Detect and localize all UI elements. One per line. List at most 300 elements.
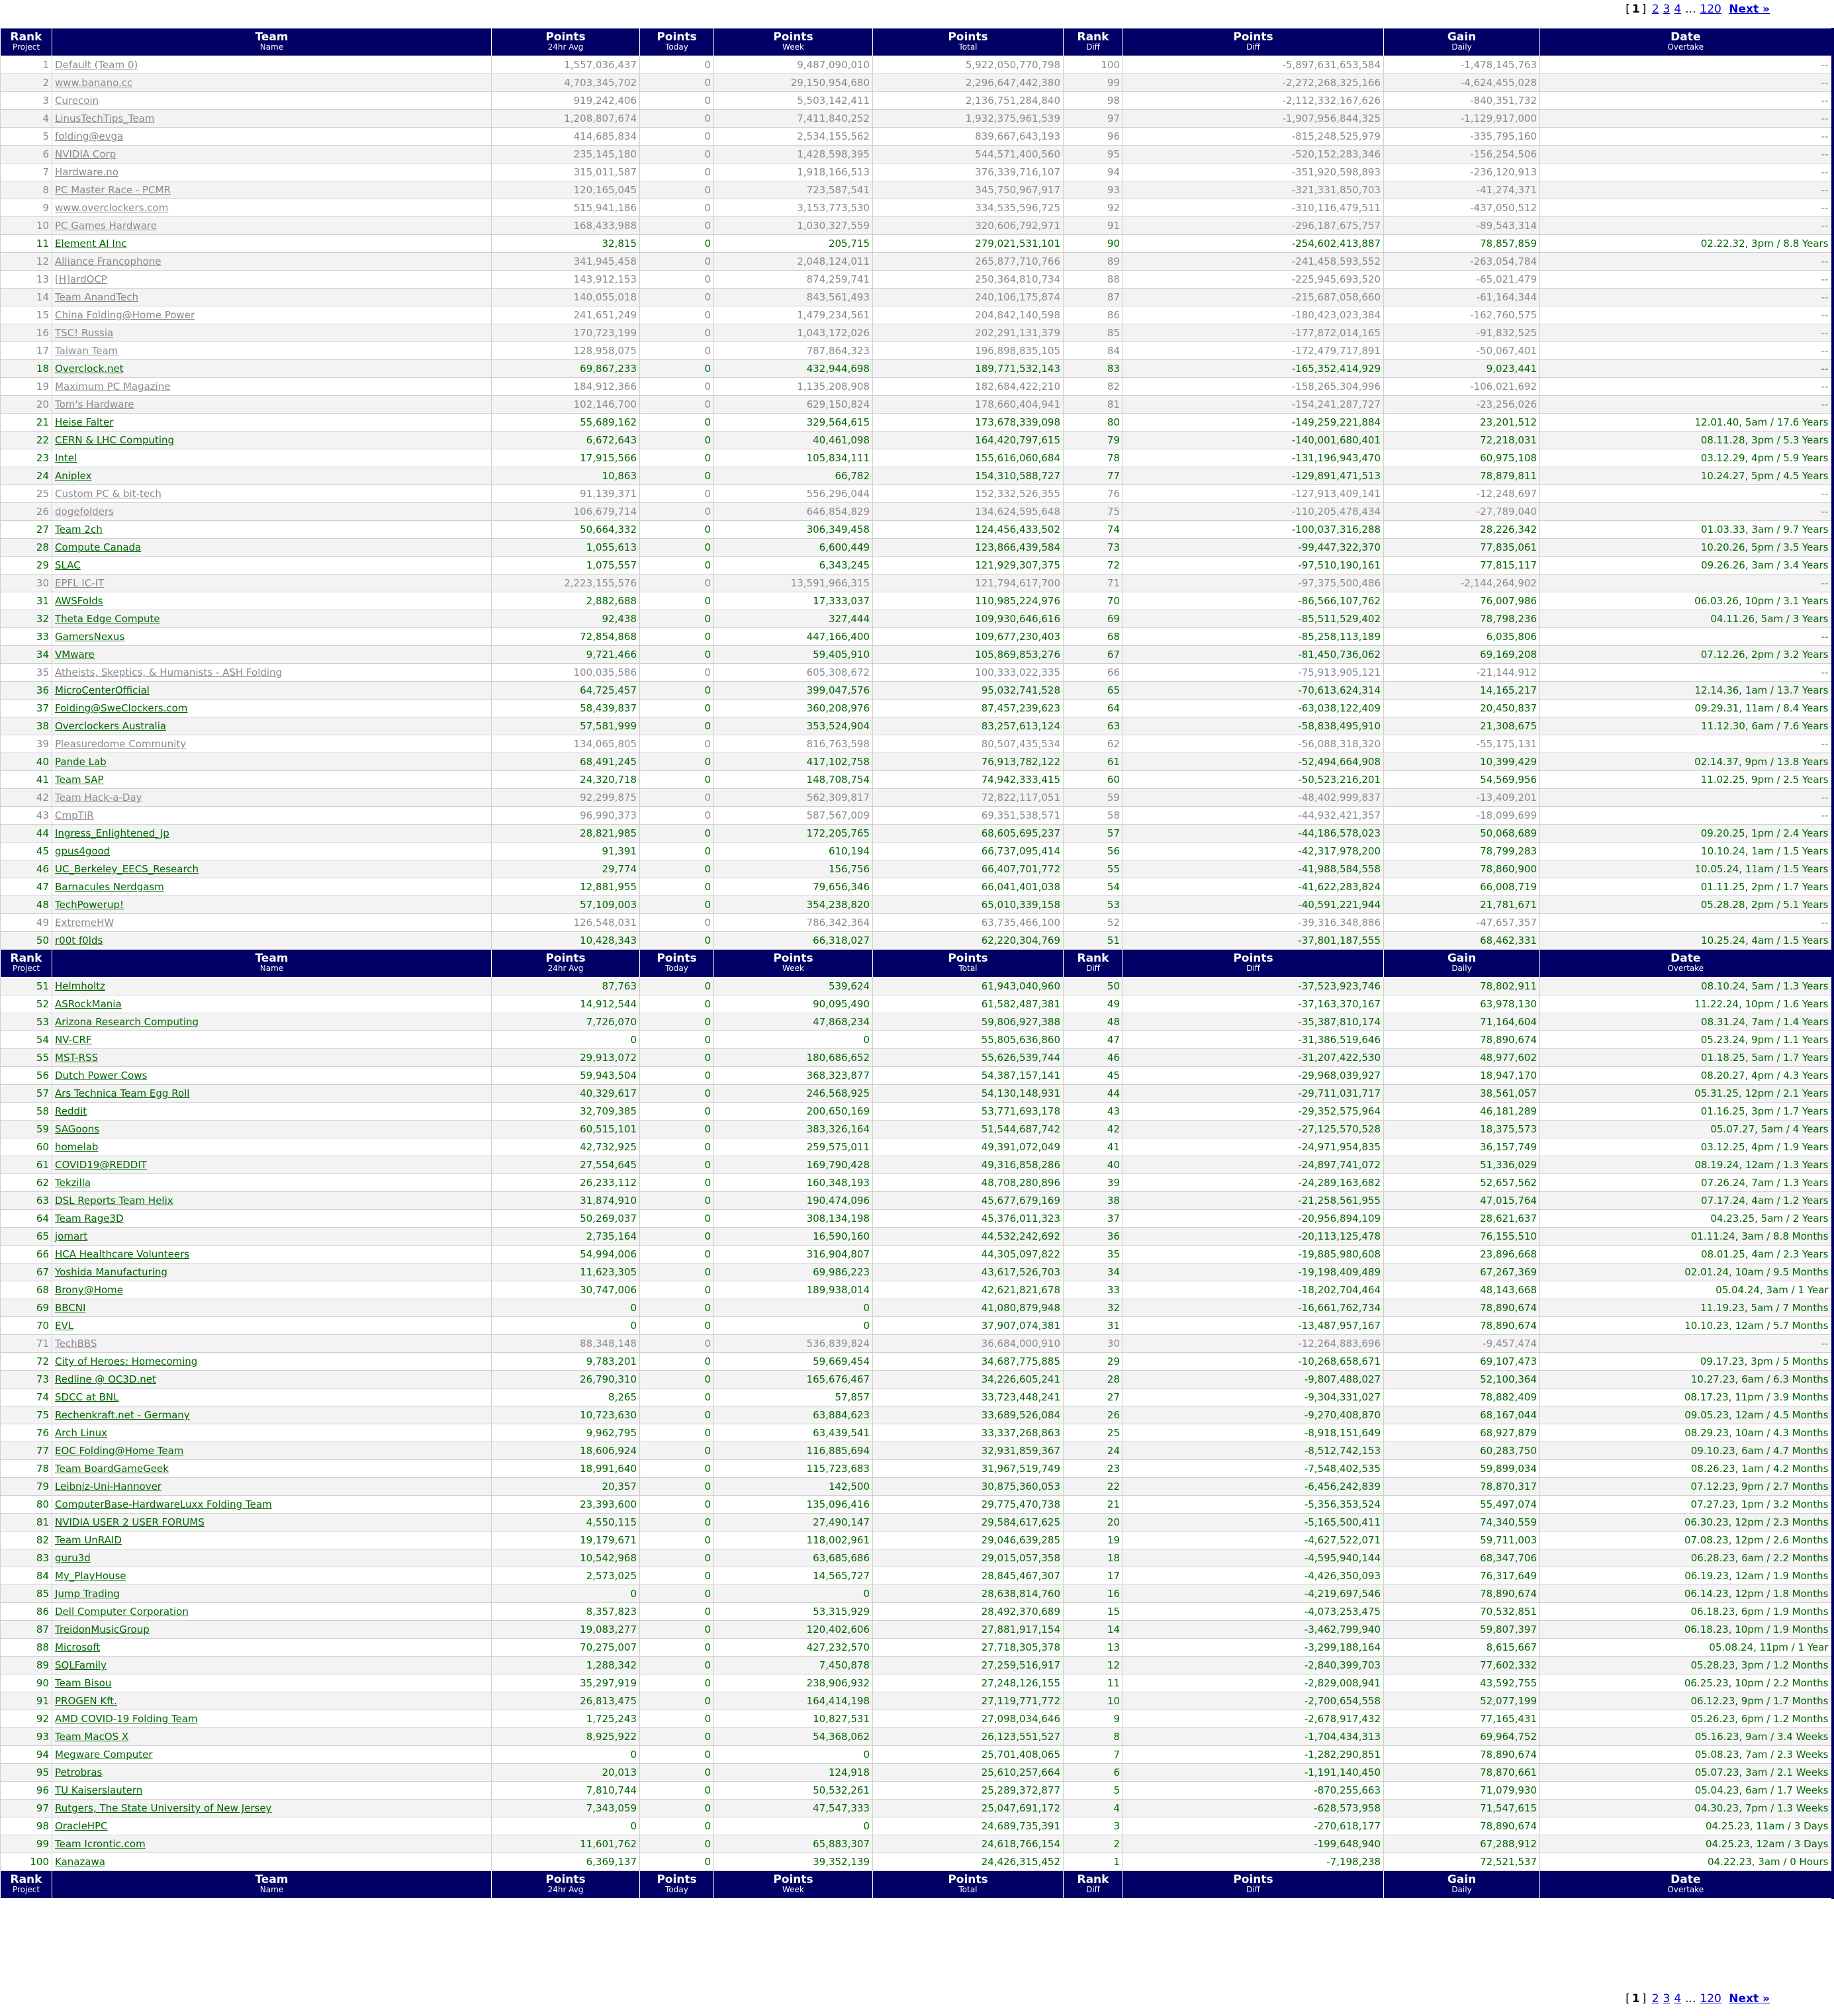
team-link[interactable]: TSC! Russia <box>55 327 114 339</box>
cell-points-total: 28,845,467,307 <box>873 1567 1064 1585</box>
team-link[interactable]: NVIDIA USER 2 USER FORUMS <box>55 1516 205 1528</box>
cell-rank: 52 <box>1 995 52 1013</box>
cell-points-total: 83,257,613,124 <box>873 717 1064 735</box>
cell-team-name <box>52 1335 492 1353</box>
cell-date-overtake: 08.29.23, 10am / 4.3 Months <box>1540 1424 1833 1442</box>
column-header-subtitle: Diff <box>1086 1884 1100 1894</box>
table-row <box>1 92 1833 110</box>
column-header-subtitle: Total <box>958 963 978 973</box>
cell-rank-diff: 45 <box>1064 1067 1123 1085</box>
team-link[interactable]: DSL Reports Team Helix <box>55 1195 173 1207</box>
cell-gain-daily: -840,351,732 <box>1384 92 1540 110</box>
cell-points-total: 74,942,333,415 <box>873 771 1064 789</box>
cell-rank: 14 <box>1 289 52 306</box>
pager-page-2[interactable]: 2 <box>1651 3 1659 16</box>
pager-next-button[interactable]: Next » <box>1729 3 1770 16</box>
cell-points-week: 0 <box>714 1817 873 1835</box>
team-link[interactable]: Overclock.net <box>55 363 124 375</box>
team-link[interactable]: Brony@Home <box>55 1284 123 1296</box>
cell-team-name <box>52 378 492 396</box>
cell-points-week: 562,309,817 <box>714 789 873 807</box>
team-link[interactable]: My_PlayHouse <box>55 1570 126 1582</box>
team-link[interactable]: jomart <box>55 1230 88 1242</box>
cell-points-diff: -31,386,519,646 <box>1123 1031 1384 1049</box>
team-link[interactable]: Team AnandTech <box>55 291 138 303</box>
table-row <box>1 682 1833 700</box>
team-link[interactable]: Team BoardGameGeek <box>55 1463 169 1475</box>
team-link[interactable]: Team SAP <box>55 774 104 786</box>
team-link[interactable]: Leibniz-Uni-Hannover <box>55 1481 161 1492</box>
cell-points-week: 205,715 <box>714 235 873 253</box>
pager-page-4[interactable]: 4 <box>1674 1992 1682 2005</box>
team-link[interactable]: Theta Edge Compute <box>55 613 160 625</box>
cell-date-overtake: 05.23.24, 9pm / 1.1 Years <box>1540 1031 1833 1049</box>
cell-points-today: 0 <box>640 789 714 807</box>
cell-points-24hr-avg: 919,242,406 <box>492 92 640 110</box>
cell-rank-diff: 80 <box>1064 414 1123 432</box>
team-link[interactable]: Tekzilla <box>55 1177 91 1189</box>
team-link[interactable]: Team MacOS X <box>55 1731 129 1743</box>
team-link[interactable]: Tom's Hardware <box>55 398 134 410</box>
cell-rank: 74 <box>1 1389 52 1406</box>
cell-rank: 40 <box>1 753 52 771</box>
cell-points-diff: -58,838,495,910 <box>1123 717 1384 735</box>
team-link[interactable]: Pande Lab <box>55 756 107 768</box>
pager-page-4[interactable]: 4 <box>1674 3 1682 16</box>
team-link[interactable]: NV-CRF <box>55 1034 92 1046</box>
cell-date-overtake: 10.10.23, 12am / 5.7 Months <box>1540 1317 1833 1335</box>
cell-points-24hr-avg: 106,679,714 <box>492 503 640 521</box>
table-row <box>1 1246 1833 1263</box>
team-link[interactable]: SDCC at BNL <box>55 1391 119 1403</box>
team-link[interactable]: VMware <box>55 649 95 661</box>
cell-rank-diff: 40 <box>1064 1156 1123 1174</box>
cell-date-overtake: 05.31.25, 12pm / 2.1 Years <box>1540 1085 1833 1103</box>
team-link[interactable]: Hardware.no <box>55 166 118 178</box>
cell-points-24hr-avg: 26,790,310 <box>492 1371 640 1389</box>
team-link[interactable]: Team Bisou <box>55 1677 112 1689</box>
team-link[interactable]: Curecoin <box>55 95 99 107</box>
cell-rank-diff: 22 <box>1064 1478 1123 1496</box>
team-link[interactable]: BBCNI <box>55 1302 86 1314</box>
cell-rank: 79 <box>1 1478 52 1496</box>
cell-rank-diff: 97 <box>1064 110 1123 128</box>
column-header-title: Rank <box>1077 1872 1109 1886</box>
cell-points-24hr-avg: 2,735,164 <box>492 1228 640 1246</box>
cell-gain-daily: 18,375,573 <box>1384 1121 1540 1138</box>
cell-points-today: 0 <box>640 146 714 163</box>
cell-rank: 78 <box>1 1460 52 1478</box>
column-header-subtitle: Overtake <box>1667 42 1704 52</box>
team-link[interactable]: Yoshida Manufacturing <box>55 1266 167 1278</box>
team-link[interactable]: [H]ardOCP <box>55 273 107 285</box>
cell-points-diff: -154,241,287,727 <box>1123 396 1384 414</box>
cell-rank: 86 <box>1 1603 52 1621</box>
cell-rank-diff: 63 <box>1064 717 1123 735</box>
cell-team-name <box>52 700 492 717</box>
team-link[interactable]: China Folding@Home Power <box>55 309 195 321</box>
pager-last-page[interactable]: 120 <box>1700 3 1721 16</box>
cell-date-overtake: 08.11.28, 3pm / 5.3 Years <box>1540 432 1833 449</box>
cell-team-name <box>52 342 492 360</box>
cell-points-diff: -39,316,348,886 <box>1123 914 1384 932</box>
cell-rank: 80 <box>1 1496 52 1514</box>
cell-points-week: 47,547,333 <box>714 1800 873 1817</box>
cell-team-name <box>52 360 492 378</box>
cell-rank: 28 <box>1 539 52 557</box>
team-link[interactable]: Jump Trading <box>55 1588 120 1600</box>
cell-rank-diff: 24 <box>1064 1442 1123 1460</box>
team-link[interactable]: Microsoft <box>55 1641 101 1653</box>
cell-rank: 93 <box>1 1728 52 1746</box>
team-link[interactable]: NVIDIA Corp <box>55 148 116 160</box>
cell-points-week: 354,238,820 <box>714 896 873 914</box>
cell-gain-daily: -18,099,699 <box>1384 807 1540 825</box>
cell-points-week: 105,834,111 <box>714 449 873 467</box>
cell-date-overtake: -- <box>1540 199 1833 217</box>
table-row <box>1 646 1833 664</box>
team-link[interactable]: Helmholtz <box>55 980 105 992</box>
team-link[interactable]: Team Rage3D <box>55 1213 124 1224</box>
team-link[interactable]: EOC Folding@Home Team <box>55 1445 184 1457</box>
cell-rank: 64 <box>1 1210 52 1228</box>
team-link[interactable]: PROGEN Kft. <box>55 1695 117 1707</box>
team-link[interactable]: EPFL IC-IT <box>55 577 105 589</box>
team-link[interactable]: HCA Healthcare Volunteers <box>55 1248 190 1260</box>
cell-rank-diff: 82 <box>1064 378 1123 396</box>
team-link[interactable]: Rutgers, The State University of New Jersey <box>55 1802 272 1814</box>
cell-date-overtake: 12.14.36, 1am / 13.7 Years <box>1540 682 1833 700</box>
cell-gain-daily: 60,283,750 <box>1384 1442 1540 1460</box>
cell-date-overtake: 05.08.23, 7am / 2.3 Weeks <box>1540 1746 1833 1764</box>
team-link[interactable]: MST-RSS <box>55 1052 99 1064</box>
cell-gain-daily: 78,890,674 <box>1384 1746 1540 1764</box>
pager-current-page: 1 <box>1631 3 1640 16</box>
cell-date-overtake: 05.04.24, 3am / 1 Year <box>1540 1281 1833 1299</box>
column-header-title: Rank <box>10 1872 42 1886</box>
team-link[interactable]: guru3d <box>55 1552 91 1564</box>
team-link[interactable]: ExtremeHW <box>55 917 115 929</box>
team-link[interactable]: Atheists, Skeptics, & Humanists - ASH Folding <box>55 666 283 678</box>
team-link[interactable]: PC Games Hardware <box>55 220 157 232</box>
team-link[interactable]: LinusTechTips_Team <box>55 113 155 124</box>
team-link[interactable]: EVL <box>55 1320 74 1332</box>
cell-rank: 89 <box>1 1657 52 1674</box>
team-link[interactable]: Arch Linux <box>55 1427 108 1439</box>
table-row <box>1 860 1833 878</box>
cell-rank: 85 <box>1 1585 52 1603</box>
cell-gain-daily: 47,015,764 <box>1384 1192 1540 1210</box>
cell-points-diff: -20,113,125,478 <box>1123 1228 1384 1246</box>
team-link[interactable]: Petrobras <box>55 1766 103 1778</box>
team-link[interactable]: SQLFamily <box>55 1659 107 1671</box>
cell-points-total: 54,130,148,931 <box>873 1085 1064 1103</box>
cell-points-today: 0 <box>640 1103 714 1121</box>
cell-points-diff: -149,259,221,884 <box>1123 414 1384 432</box>
team-link[interactable]: dogefolders <box>55 506 114 518</box>
team-link[interactable]: www.overclockers.com <box>55 202 169 214</box>
team-link[interactable]: UC_Berkeley_EECS_Research <box>55 863 199 875</box>
cell-team-name <box>52 1853 492 1871</box>
cell-points-total: 61,582,487,381 <box>873 995 1064 1013</box>
cell-rank: 49 <box>1 914 52 932</box>
team-link[interactable]: MicroCenterOfficial <box>55 684 150 696</box>
team-link[interactable]: TreidonMusicGroup <box>55 1624 150 1635</box>
cell-team-name <box>52 978 492 995</box>
team-link[interactable]: Team 2ch <box>55 524 103 535</box>
cell-points-total: 41,080,879,948 <box>873 1299 1064 1317</box>
cell-team-name <box>52 1496 492 1514</box>
column-header-subtitle: Today <box>665 963 688 973</box>
team-link[interactable]: PC Master Race - PCMR <box>55 184 171 196</box>
cell-rank: 66 <box>1 1246 52 1263</box>
cell-points-total: 26,123,551,527 <box>873 1728 1064 1746</box>
cell-points-week: 246,568,925 <box>714 1085 873 1103</box>
team-link[interactable]: ComputerBase-HardwareLuxx Folding Team <box>55 1498 272 1510</box>
cell-points-24hr-avg: 26,233,112 <box>492 1174 640 1192</box>
team-link[interactable]: Taiwan Team <box>55 345 118 357</box>
cell-points-week: 7,411,840,252 <box>714 110 873 128</box>
cell-points-week: 57,857 <box>714 1389 873 1406</box>
cell-gain-daily: 78,870,661 <box>1384 1764 1540 1782</box>
cell-points-today: 0 <box>640 92 714 110</box>
pager-last-page[interactable]: 120 <box>1700 1992 1721 2005</box>
cell-points-week: 646,854,829 <box>714 503 873 521</box>
cell-points-diff: -24,971,954,835 <box>1123 1138 1384 1156</box>
team-link[interactable]: Ars Technica Team Egg Roll <box>55 1087 190 1099</box>
cell-gain-daily: 71,164,604 <box>1384 1013 1540 1031</box>
team-link[interactable]: Ingress_Enlightened_Jp <box>55 827 169 839</box>
table-row <box>1 1210 1833 1228</box>
team-link[interactable]: TU Kaiserslautern <box>55 1784 143 1796</box>
cell-gain-daily: -13,409,201 <box>1384 789 1540 807</box>
column-header-points-total <box>873 1871 1064 1899</box>
team-link[interactable]: Pleasuredome Community <box>55 738 187 750</box>
team-link[interactable]: gpus4good <box>55 845 111 857</box>
cell-points-today: 0 <box>640 610 714 628</box>
team-link[interactable]: AWSFolds <box>55 595 103 607</box>
column-header-date-overtake <box>1540 28 1833 56</box>
cell-rank: 24 <box>1 467 52 485</box>
team-link[interactable]: TechPowerup! <box>55 899 124 911</box>
cell-gain-daily: 43,592,755 <box>1384 1674 1540 1692</box>
cell-points-today: 0 <box>640 878 714 896</box>
team-link[interactable]: CmpTIR <box>55 809 94 821</box>
cell-team-name <box>52 128 492 146</box>
team-link[interactable]: City of Heroes: Homecoming <box>55 1355 198 1367</box>
cell-points-24hr-avg: 7,343,059 <box>492 1800 640 1817</box>
cell-points-today: 0 <box>640 324 714 342</box>
cell-points-week: 10,827,531 <box>714 1710 873 1728</box>
team-link[interactable]: Folding@SweClockers.com <box>55 702 188 714</box>
cell-points-total: 124,456,433,502 <box>873 521 1064 539</box>
table-row <box>1 753 1833 771</box>
team-link[interactable]: www.banano.cc <box>55 77 133 89</box>
cell-gain-daily: 52,657,562 <box>1384 1174 1540 1192</box>
team-link[interactable]: Team Hack-a-Day <box>55 792 142 803</box>
team-link[interactable]: Arizona Research Computing <box>55 1016 199 1028</box>
team-link[interactable]: COVID19@REDDIT <box>55 1159 147 1171</box>
team-link[interactable]: ASRockMania <box>55 998 122 1010</box>
cell-points-24hr-avg: 10,428,343 <box>492 932 640 950</box>
cell-rank: 2 <box>1 74 52 92</box>
team-link[interactable]: Team UnRAID <box>55 1534 122 1546</box>
cell-points-today: 0 <box>640 1281 714 1299</box>
cell-points-diff: -85,258,113,189 <box>1123 628 1384 646</box>
cell-points-24hr-avg: 315,011,587 <box>492 163 640 181</box>
cell-gain-daily: 68,927,879 <box>1384 1424 1540 1442</box>
cell-rank-diff: 90 <box>1064 235 1123 253</box>
cell-rank-diff: 75 <box>1064 503 1123 521</box>
cell-date-overtake: 08.10.24, 5am / 1.3 Years <box>1540 978 1833 995</box>
table-row <box>1 557 1833 574</box>
cell-points-diff: -37,801,187,555 <box>1123 932 1384 950</box>
team-link[interactable]: GamersNexus <box>55 631 125 643</box>
team-link[interactable]: Compute Canada <box>55 541 142 553</box>
cell-rank: 29 <box>1 557 52 574</box>
team-link[interactable]: Kanazawa <box>55 1856 105 1868</box>
team-link[interactable]: Alliance Francophone <box>55 255 161 267</box>
cell-gain-daily: 72,521,537 <box>1384 1853 1540 1871</box>
cell-points-diff: -3,462,799,940 <box>1123 1621 1384 1639</box>
cell-points-diff: -13,487,957,167 <box>1123 1317 1384 1335</box>
cell-points-week: 605,308,672 <box>714 664 873 682</box>
cell-team-name <box>52 1639 492 1657</box>
cell-points-diff: -9,304,331,027 <box>1123 1389 1384 1406</box>
cell-points-week: 39,352,139 <box>714 1853 873 1871</box>
team-link[interactable]: Custom PC & bit-tech <box>55 488 161 500</box>
cell-team-name <box>52 1782 492 1800</box>
cell-gain-daily: -27,789,040 <box>1384 503 1540 521</box>
team-link[interactable]: Maximum PC Magazine <box>55 381 171 392</box>
cell-gain-daily: 78,870,317 <box>1384 1478 1540 1496</box>
team-link[interactable]: OracleHPC <box>55 1820 108 1832</box>
cell-points-diff: -321,331,850,703 <box>1123 181 1384 199</box>
cell-points-24hr-avg: 26,813,475 <box>492 1692 640 1710</box>
cell-gain-daily: 71,547,615 <box>1384 1800 1540 1817</box>
cell-team-name <box>52 1299 492 1317</box>
team-link[interactable]: TechBBS <box>55 1338 97 1350</box>
cell-gain-daily: 78,890,674 <box>1384 1031 1540 1049</box>
team-link[interactable]: SLAC <box>55 559 81 571</box>
cell-points-total: 152,332,526,355 <box>873 485 1064 503</box>
team-link[interactable]: Megware Computer <box>55 1749 153 1761</box>
team-link[interactable]: Default (Team 0) <box>55 59 138 71</box>
team-link[interactable]: Redline @ OC3D.net <box>55 1373 156 1385</box>
team-link[interactable]: homelab <box>55 1141 99 1153</box>
pager-next-button[interactable]: Next » <box>1729 1992 1770 2005</box>
team-link[interactable]: CERN & LHC Computing <box>55 434 175 446</box>
table-row <box>1 771 1833 789</box>
cell-rank: 56 <box>1 1067 52 1085</box>
cell-points-today: 0 <box>640 181 714 199</box>
cell-points-24hr-avg: 32,709,385 <box>492 1103 640 1121</box>
column-header-subtitle: Name <box>259 42 284 52</box>
team-link[interactable]: AMD COVID-19 Folding Team <box>55 1713 198 1725</box>
team-link[interactable]: Element AI Inc <box>55 238 127 250</box>
cell-points-total: 59,806,927,388 <box>873 1013 1064 1031</box>
cell-points-total: 5,922,050,770,798 <box>873 56 1064 74</box>
cell-rank: 18 <box>1 360 52 378</box>
cell-points-diff: -35,387,810,174 <box>1123 1013 1384 1031</box>
cell-gain-daily: -1,129,917,000 <box>1384 110 1540 128</box>
team-link[interactable]: Barnacules Nerdgasm <box>55 881 164 893</box>
cell-points-total: 30,875,360,053 <box>873 1478 1064 1496</box>
cell-points-diff: -75,913,905,121 <box>1123 664 1384 682</box>
cell-points-today: 0 <box>640 1800 714 1817</box>
cell-points-24hr-avg: 10,542,968 <box>492 1549 640 1567</box>
cell-date-overtake: 09.26.26, 3am / 3.4 Years <box>1540 557 1833 574</box>
team-link[interactable]: Heise Falter <box>55 416 114 428</box>
table-row <box>1 807 1833 825</box>
cell-team-name <box>52 807 492 825</box>
table-row <box>1 1121 1833 1138</box>
cell-points-total: 66,407,701,772 <box>873 860 1064 878</box>
cell-points-today: 0 <box>640 717 714 735</box>
cell-points-today: 0 <box>640 56 714 74</box>
cell-date-overtake: 05.16.23, 9am / 3.4 Weeks <box>1540 1728 1833 1746</box>
team-link[interactable]: Rechenkraft.net - Germany <box>55 1409 190 1421</box>
team-link[interactable]: Aniplex <box>55 470 92 482</box>
cell-team-name <box>52 1389 492 1406</box>
cell-points-week: 50,532,261 <box>714 1782 873 1800</box>
cell-rank-diff: 50 <box>1064 978 1123 995</box>
cell-rank-diff: 35 <box>1064 1246 1123 1263</box>
column-header-subtitle: Project <box>12 42 40 52</box>
cell-date-overtake: 05.28.28, 2pm / 5.1 Years <box>1540 896 1833 914</box>
cell-rank: 59 <box>1 1121 52 1138</box>
cell-gain-daily: 46,181,289 <box>1384 1103 1540 1121</box>
column-header-gain-daily <box>1384 950 1540 978</box>
cell-rank: 34 <box>1 646 52 664</box>
team-link[interactable]: SAGoons <box>55 1123 100 1135</box>
cell-rank: 37 <box>1 700 52 717</box>
cell-points-total: 66,041,401,038 <box>873 878 1064 896</box>
cell-points-total: 51,544,687,742 <box>873 1121 1064 1138</box>
cell-team-name <box>52 717 492 735</box>
pager-page-2[interactable]: 2 <box>1651 1992 1659 2005</box>
cell-rank-diff: 77 <box>1064 467 1123 485</box>
team-link[interactable]: Team Icrontic.com <box>55 1838 146 1850</box>
team-link[interactable]: Overclockers Australia <box>55 720 167 732</box>
team-link[interactable]: Reddit <box>55 1105 87 1117</box>
team-link[interactable]: folding@evga <box>55 130 124 142</box>
cell-points-week: 124,918 <box>714 1764 873 1782</box>
cell-gain-daily: 78,799,283 <box>1384 843 1540 860</box>
pager-page-3[interactable]: 3 <box>1663 3 1671 16</box>
cell-date-overtake: 05.04.23, 6am / 1.7 Weeks <box>1540 1782 1833 1800</box>
cell-points-week: 432,944,698 <box>714 360 873 378</box>
cell-rank: 92 <box>1 1710 52 1728</box>
cell-rank: 35 <box>1 664 52 682</box>
cell-team-name <box>52 539 492 557</box>
cell-points-today: 0 <box>640 1121 714 1138</box>
cell-rank: 98 <box>1 1817 52 1835</box>
team-link[interactable]: Dutch Power Cows <box>55 1070 148 1081</box>
cell-points-week: 135,096,416 <box>714 1496 873 1514</box>
cell-points-week: 327,444 <box>714 610 873 628</box>
cell-team-name <box>52 1728 492 1746</box>
table-row <box>1 449 1833 467</box>
team-link[interactable]: Dell Computer Corporation <box>55 1606 189 1618</box>
cell-points-diff: -63,038,122,409 <box>1123 700 1384 717</box>
cell-team-name <box>52 646 492 664</box>
pager-page-3[interactable]: 3 <box>1663 1992 1671 2005</box>
cell-points-diff: -296,187,675,757 <box>1123 217 1384 235</box>
cell-team-name <box>52 1800 492 1817</box>
team-link[interactable]: r00t f0lds <box>55 935 103 946</box>
team-link[interactable]: Intel <box>55 452 77 464</box>
